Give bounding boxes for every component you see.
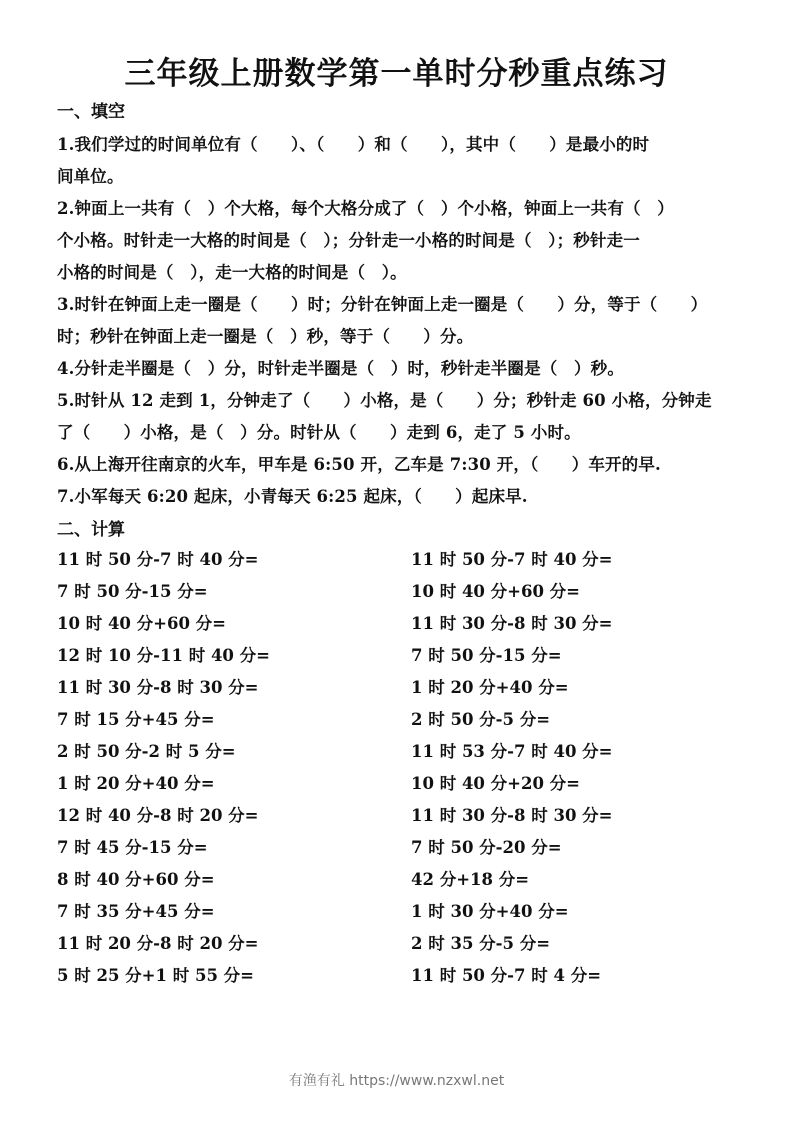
calc-left-item: 10 时 40 分+60 分= bbox=[57, 614, 227, 633]
question-1-line-2: 间单位。 bbox=[57, 167, 124, 186]
calc-right-item: 11 时 50 分-7 时 40 分= bbox=[411, 550, 613, 569]
calc-left-item: 2 时 50 分-2 时 5 分= bbox=[57, 742, 236, 761]
question-4-line-1: 4.分针走半圈是（ ）分，时针走半圈是（ ）时，秒针走半圈是（ ）秒。 bbox=[57, 359, 624, 378]
calc-right-item: 11 时 30 分-8 时 30 分= bbox=[411, 806, 613, 825]
calc-right-item: 10 时 40 分+60 分= bbox=[411, 582, 581, 601]
calc-left-item: 12 时 10 分-11 时 40 分= bbox=[57, 646, 270, 665]
calc-left-item: 7 时 45 分-15 分= bbox=[57, 838, 208, 857]
question-5-line-1: 5.时针从 12 走到 1，分钟走了（ ）小格，是（ ）分；秒针走 60 小格，分钟走 bbox=[57, 391, 712, 410]
section-heading-calculation: 二、计算 bbox=[57, 520, 125, 540]
calc-right-item: 11 时 53 分-7 时 40 分= bbox=[411, 742, 613, 761]
calc-right-item: 7 时 50 分-20 分= bbox=[411, 838, 562, 857]
question-7-line-1: 7.小军每天 6:20 起床，小青每天 6:25 起床，（ ）起床早. bbox=[57, 487, 528, 506]
calc-right-item: 2 时 50 分-5 分= bbox=[411, 710, 551, 729]
section-heading-fill-blank: 一、填空 bbox=[57, 102, 125, 122]
question-3-line-2: 时；秒针在钟面上走一圈是（ ）秒，等于（ ）分。 bbox=[57, 327, 474, 346]
calc-right-item: 7 时 50 分-15 分= bbox=[411, 646, 562, 665]
calc-left-item: 11 时 20 分-8 时 20 分= bbox=[57, 934, 259, 953]
page-title: 三年级上册数学第一单时分秒重点练习 bbox=[124, 56, 669, 92]
question-2-line-3: 小格的时间是（ ），走一大格的时间是（ ）。 bbox=[57, 263, 407, 282]
question-2-line-2: 个小格。时针走一大格的时间是（ ）；分针走一小格的时间是（ ）；秒针走一 bbox=[57, 231, 640, 250]
calc-left-item: 12 时 40 分-8 时 20 分= bbox=[57, 806, 259, 825]
calc-right-item: 1 时 20 分+40 分= bbox=[411, 678, 569, 697]
calc-left-item: 7 时 50 分-15 分= bbox=[57, 582, 208, 601]
footer-watermark: 有渔有礼 https://www.nzxwl.net bbox=[288, 1073, 505, 1089]
calc-left-item: 8 时 40 分+60 分= bbox=[57, 870, 215, 889]
question-2-line-1: 2.钟面上一共有（ ）个大格，每个大格分成了（ ）个小格，钟面上一共有（ ） bbox=[57, 199, 674, 218]
calc-left-item: 7 时 15 分+45 分= bbox=[57, 710, 215, 729]
calc-left-item: 7 时 35 分+45 分= bbox=[57, 902, 215, 921]
calc-right-item: 11 时 50 分-7 时 4 分= bbox=[411, 966, 602, 985]
calc-left-item: 11 时 30 分-8 时 30 分= bbox=[57, 678, 259, 697]
calc-right-item: 2 时 35 分-5 分= bbox=[411, 934, 551, 953]
calc-right-item: 42 分+18 分= bbox=[411, 870, 530, 889]
question-6-line-1: 6.从上海开往南京的火车，甲车是 6:50 开，乙车是 7:30 开，（ ）车开的早. bbox=[57, 455, 661, 474]
calc-left-item: 5 时 25 分+1 时 55 分= bbox=[57, 966, 255, 985]
question-3-line-1: 3.时针在钟面上走一圈是（ ）时；分针在钟面上走一圈是（ ）分，等于（ ） bbox=[57, 295, 708, 314]
question-1-line-1: 1.我们学过的时间单位有（ ）、（ ）和（ ），其中（ ）是最小的时 bbox=[57, 135, 650, 154]
calc-right-item: 11 时 30 分-8 时 30 分= bbox=[411, 614, 613, 633]
question-5-line-2: 了（ ）小格，是（ ）分。时针从（ ）走到 6，走了 5 小时。 bbox=[57, 423, 581, 442]
calc-left-item: 1 时 20 分+40 分= bbox=[57, 774, 215, 793]
calc-right-item: 10 时 40 分+20 分= bbox=[411, 774, 581, 793]
calc-right-item: 1 时 30 分+40 分= bbox=[411, 902, 569, 921]
calc-left-item: 11 时 50 分-7 时 40 分= bbox=[57, 550, 259, 569]
